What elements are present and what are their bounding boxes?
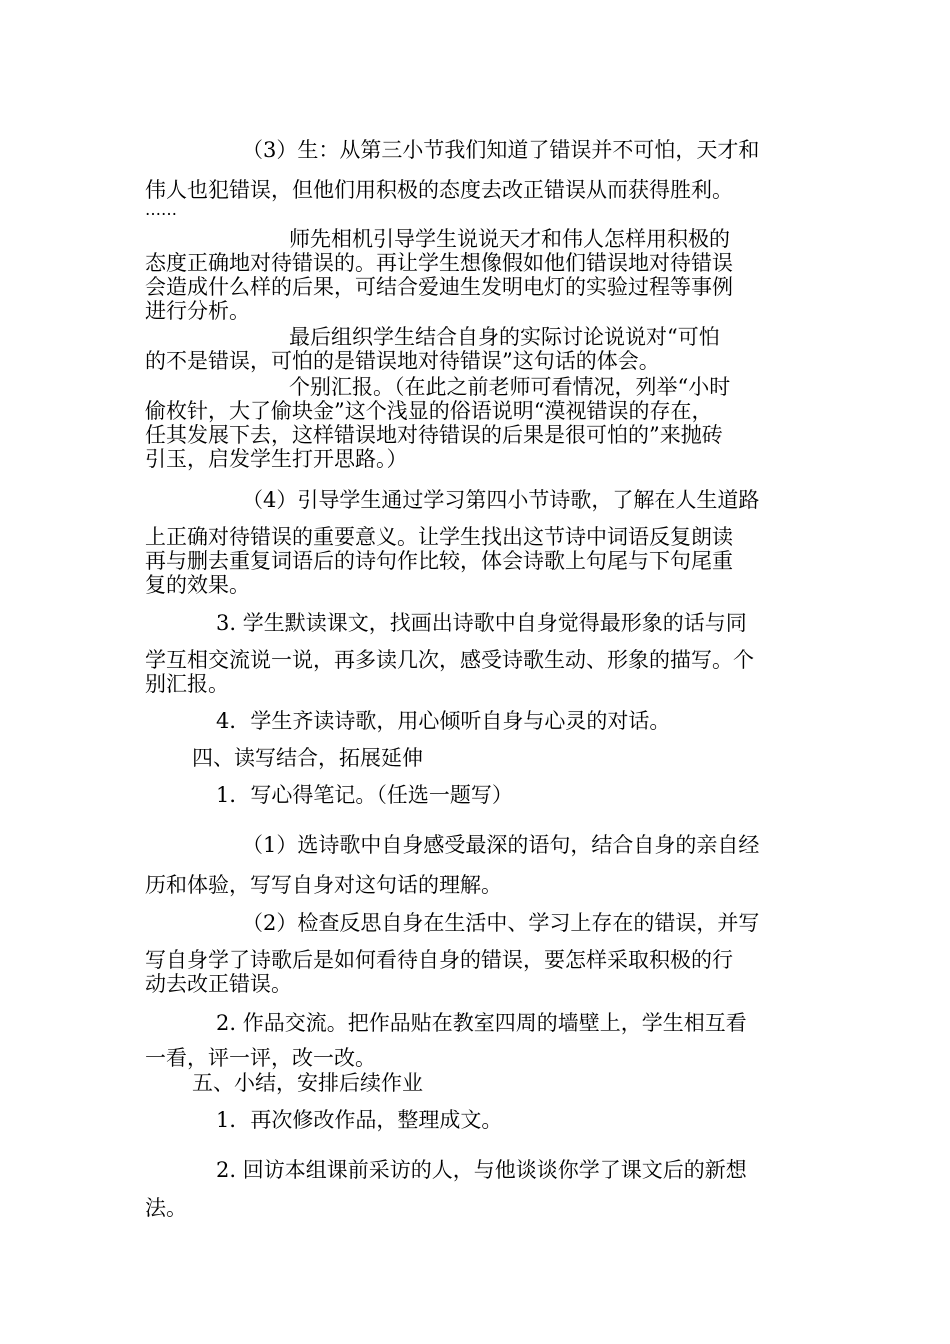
text-line: 最后组织学生结合自身的实际讨论说说对“可怕: [289, 325, 720, 349]
text-line: 的不是错误，可怕的是错误地对待错误”这句话的体会。: [145, 349, 660, 373]
text-line: （2）检查反思自身在生活中、学习上存在的错误，并写: [242, 911, 760, 935]
text-line: 个别汇报。（在此之前老师可看情况，列举“小时: [289, 375, 731, 399]
text-line: 学互相交流说一说，再多读几次，感受诗歌生动、形象的描写。个: [145, 648, 754, 672]
text-line: 态度正确地对待错误的。再让学生想像假如他们错误地对待错误: [145, 251, 733, 275]
text-line: （1）选诗歌中自身感受最深的语句，结合自身的亲自经: [242, 833, 760, 857]
text-line: 别汇报。: [145, 672, 229, 696]
text-line: 历和体验，写写自身对这句话的理解。: [145, 873, 502, 897]
text-line: 4．学生齐读诗歌，用心倾听自身与心灵的对话。: [216, 709, 671, 733]
text-line: 2. 回访本组课前采访的人，与他谈谈你学了课文后的新想: [216, 1158, 747, 1182]
text-line: （4）引导学生通过学习第四小节诗歌，了解在人生道路: [242, 488, 760, 512]
text-line: 1．再次修改作品，整理成文。: [216, 1108, 503, 1132]
text-line: 再与删去重复词语后的诗句作比较，体会诗歌上句尾与下句尾重: [145, 549, 733, 573]
text-line: 动去改正错误。: [145, 972, 292, 996]
text-line: 3. 学生默读课文，找画出诗歌中自身觉得最形象的话与同: [216, 611, 747, 635]
text-line: 上正确对待错误的重要意义。让学生找出这节诗中词语反复朗读: [145, 525, 733, 549]
text-line: 2. 作品交流。把作品贴在教室四周的墙壁上，学生相互看: [216, 1011, 747, 1035]
text-line: 任其发展下去，这样错误地对待错误的后果是很可怕的”来抛砖: [145, 423, 723, 447]
text-line: 一看，评一评，改一改。: [145, 1046, 376, 1070]
text-line: 1．写心得笔记。（任选一题写）: [216, 783, 513, 807]
text-line: 进行分析。: [145, 299, 250, 323]
text-line: 会造成什么样的后果，可结合爱迪生发明电灯的实验过程等事例: [145, 275, 733, 299]
text-line: 写自身学了诗歌后是如何看待自身的错误，要怎样采取积极的行: [145, 948, 733, 972]
text-line: 引玉，启发学生打开思路。）: [145, 447, 408, 471]
section-heading: 五、小结，安排后续作业: [192, 1071, 423, 1095]
text-line: 复的效果。: [145, 573, 250, 597]
text-line: 偷枚针，大了偷块金”这个浅显的俗语说明“漠视错误的存在，: [145, 399, 713, 423]
text-line: （3）生：从第三小节我们知道了错误并不可怕，天才和: [242, 138, 760, 162]
section-heading: 四、读写结合，拓展延伸: [192, 746, 423, 770]
text-line: 伟人也犯错误，但他们用积极的态度去改正错误从而获得胜利。: [145, 178, 733, 202]
text-line: 法。: [145, 1196, 187, 1220]
text-line: ……: [145, 200, 177, 219]
text-line: 师先相机引导学生说说天才和伟人怎样用积极的: [289, 227, 730, 251]
